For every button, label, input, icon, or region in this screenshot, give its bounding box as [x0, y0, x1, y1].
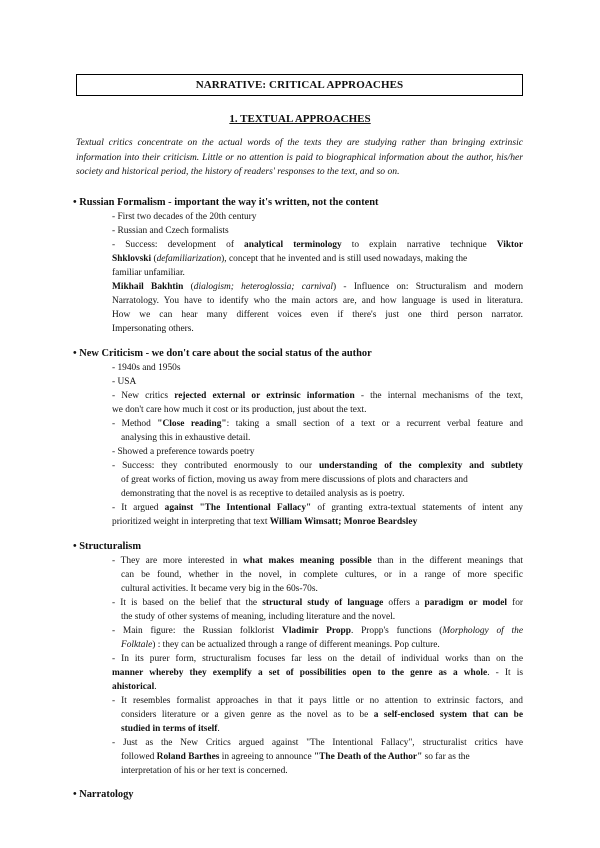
list-item: - It argued against "The Intentional Fallacy" of granting extra-textual statements of intent any	[112, 503, 523, 513]
bakhtin-paragraph: Mikhail Bakhtin (dialogism; heteroglossia; carnival) - Influence on: Structuralism and modern	[112, 282, 524, 292]
document-title: NARRATIVE: CRITICAL APPROACHES	[76, 74, 523, 96]
list-item-continued: the study of other systems of meaning, including literature and the novel.	[121, 612, 396, 622]
list-item-continued: Folktale) : they can be actualized through a range of different meanings. Pop culture.	[121, 640, 440, 650]
list-item-continued: studied in terms of itself.	[121, 724, 220, 734]
list-item-continued: Shklovski (defamiliarization), concept that he invented and is still used nowadays, making the	[112, 254, 468, 264]
bakhtin-paragraph: Narratology. You have to identify who the main actors are, and how language is used in literatura.	[112, 296, 523, 306]
list-item-continued: interpretation of his or her text is concerned.	[121, 766, 288, 776]
list-item-continued: ahistorical.	[112, 682, 157, 692]
list-item-continued: we don't care how much it cost or its production, just about the text.	[112, 405, 367, 415]
bakhtin-paragraph: Impersonating others.	[112, 324, 194, 334]
list-item-continued: prioritized weight in interpreting that text William Wimsatt; Monroe Beardsley	[112, 517, 418, 527]
list-item-continued: followed Roland Barthes in agreeing to announce "The Death of the Author" so far as the	[121, 752, 470, 762]
bakhtin-paragraph: How we can hear many different voices even if there's just one third person narrator.	[112, 310, 523, 320]
list-item-continued: considers literature or a given genre as the novel as to be a self-enclosed system that can be	[121, 710, 523, 720]
list-item: - Success: they contributed enormously to our understanding of the complexity and subtlety	[112, 461, 523, 471]
narratology-heading: • Narratology	[73, 789, 134, 800]
section-subtitle: 1. TEXTUAL APPROACHES	[229, 113, 371, 125]
list-item-continued: cultural activities. It became very big in the 60s-70s.	[121, 584, 318, 594]
list-item-continued: familiar unfamiliar.	[112, 268, 185, 278]
structuralism-heading: • Structuralism	[73, 541, 141, 552]
list-item-continued: demonstrating that the novel is as receptive to detailed analysis as is poetry.	[121, 489, 405, 499]
list-item: - First two decades of the 20th century	[112, 212, 257, 222]
list-item: - Success: development of analytical terminology to explain narrative technique Viktor	[112, 240, 524, 250]
list-item: - New critics rejected external or extrinsic information - the internal mechanisms of the text,	[112, 391, 523, 401]
list-item: - They are more interested in what makes meaning possible than in the different meanings that	[112, 556, 523, 566]
list-item: - Russian and Czech formalists	[112, 226, 229, 236]
list-item-continued: of great works of fiction, moving us away from mere discussions of plots and characters and	[121, 475, 468, 485]
list-item-continued: analysing this in exhaustive detail.	[121, 433, 251, 443]
russian-formalism-heading: • Russian Formalism - important the way it's written, not the content	[73, 197, 379, 208]
list-item: - In its purer form, structuralism focuses far less on the detail of individual works than on the	[112, 654, 523, 664]
list-item: - Main figure: the Russian folklorist Vladimir Propp. Propp's functions (Morphology of the	[112, 626, 523, 636]
list-item: - Method "Close reading": taking a small section of a text or a recurrent verbal feature and	[112, 419, 523, 429]
list-item: - Just as the New Critics argued against "The Intentional Fallacy", structuralist critics have	[112, 738, 523, 748]
list-item: - 1940s and 1950s	[112, 363, 181, 373]
intro-paragraph: Textual critics concentrate on the actual words of the texts they are studying rather than bringing extrinsic information into their criticism. Little or no attention is paid to biographical information about the author, his/her society and historical period, the history of readers' responses to the text, and so on.	[76, 137, 523, 178]
new-criticism-heading: • New Criticism - we don't care about the social status of the author	[73, 348, 372, 359]
list-item: - It resembles formalist approaches in that it pays little or no attention to extrinsic factors, and	[112, 696, 523, 706]
list-item: - Showed a preference towards poetry	[112, 447, 255, 457]
list-item: - USA	[112, 377, 137, 387]
list-item-continued: can be found, whether in the novel, in complete cultures, or in a range of more specific	[121, 570, 523, 580]
list-item: - It is based on the belief that the structural study of language offers a paradigm or model for	[112, 598, 524, 608]
list-item-continued: manner whereby they exemplify a set of possibilities open to the genre as a whole. - It is	[112, 668, 523, 678]
